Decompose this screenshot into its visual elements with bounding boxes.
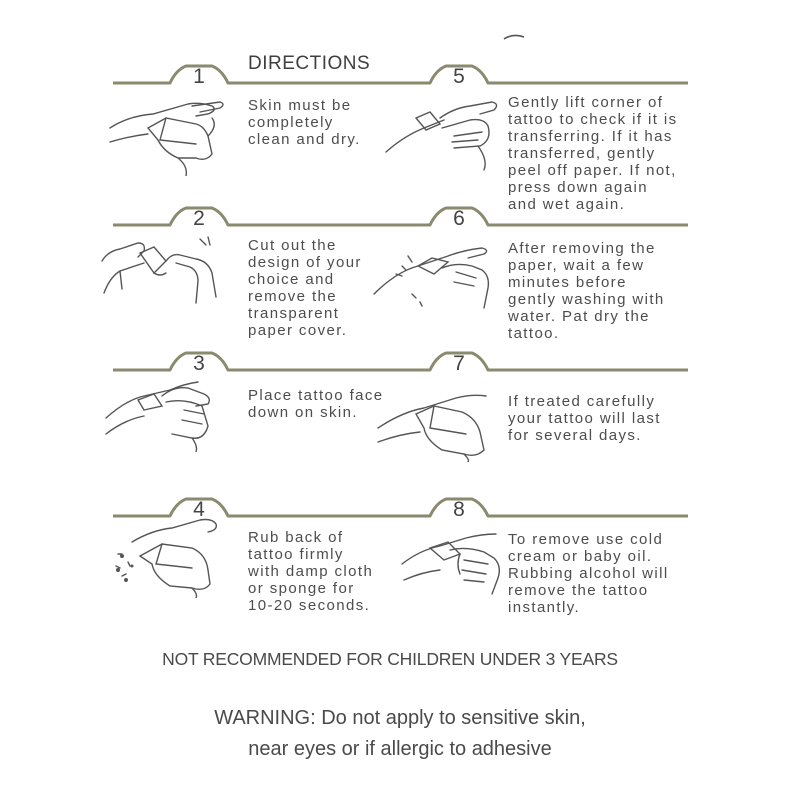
hand-placing-tattoo-icon: [104, 376, 224, 452]
step-4-text: Rub back of tattoo firmly with damp cloth or sponge for 10-20 seconds.: [248, 529, 374, 614]
step-1-text: Skin must be completely clean and dry.: [248, 97, 361, 148]
hand-washing-water-icon: [372, 236, 502, 316]
warning-line-2: near eyes or if allergic to adhesive: [248, 738, 552, 760]
step-4-number: 4: [193, 498, 205, 521]
step-1-number: 1: [193, 65, 205, 88]
hand-wiping-skin-icon: [108, 96, 238, 176]
age-notice: NOT RECOMMENDED FOR CHILDREN UNDER 3 YEARS: [162, 649, 618, 669]
step-7-text: If treated carefully your tattoo will last for several days.: [508, 393, 661, 444]
step-5-number: 5: [453, 65, 465, 88]
hand-removing-tattoo-icon: [400, 520, 506, 600]
step-3-number: 3: [193, 352, 205, 375]
hands-peeling-cover-icon: [100, 233, 220, 313]
warning-line-1: WARNING: Do not apply to sensitive skin,: [214, 707, 586, 729]
step-5-text: Gently lift corner of tattoo to check if it is transferring. If it has transferred, gently peel off paper. If not, press down again and wet again.: [508, 94, 678, 213]
step-2-text: Cut out the design of your choice and remove the transparent paper cover.: [248, 237, 362, 339]
page-title: DIRECTIONS: [248, 53, 371, 74]
hand-patting-dry-icon: [376, 384, 502, 462]
step-8-text: To remove use cold cream or baby oil. Rubbing alcohol will remove the tattoo instantly.: [508, 531, 669, 616]
hand-rubbing-cloth-icon: [112, 514, 222, 598]
step-3-text: Place tattoo face down on skin.: [248, 387, 384, 421]
warning-text: [0, 703, 800, 765]
step-7-number: 7: [453, 352, 465, 375]
fingers-lifting-corner-icon: [384, 96, 504, 172]
step-8-number: 8: [453, 498, 465, 521]
step-6-number: 6: [453, 207, 465, 230]
step-6-text: After removing the paper, wait a few minutes before gently washing with water. Pat dry the tattoo.: [508, 240, 665, 342]
step-2-number: 2: [193, 207, 205, 230]
